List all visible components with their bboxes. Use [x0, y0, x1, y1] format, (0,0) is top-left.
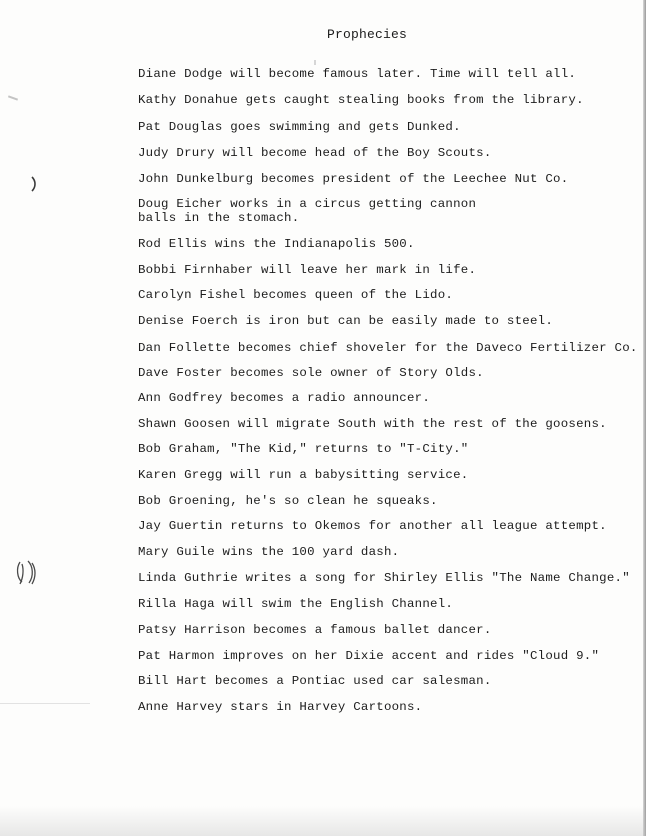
prophecy-line: Diane Dodge will become famous later. Time will tell all. [138, 67, 577, 81]
prophecy-line: Shawn Goosen will migrate South with the rest of the goosens. [138, 417, 607, 431]
prophecy-line: Carolyn Fishel becomes queen of the Lido. [138, 288, 454, 302]
scan-smudge [0, 703, 90, 704]
prophecy-line: Rod Ellis wins the Indianapolis 500. [138, 237, 415, 251]
prophecy-line: Mary Guile wins the 100 yard dash. [138, 545, 400, 559]
prophecy-line: Pat Douglas goes swimming and gets Dunked. [138, 120, 461, 134]
prophecy-line: John Dunkelburg becomes president of the Leechee Nut Co. [138, 172, 569, 186]
prophecy-line: Bob Graham, "The Kid," returns to "T-City." [138, 442, 469, 456]
prophecy-line: Bobbi Firnhaber will leave her mark in life. [138, 263, 477, 277]
prophecy-line: Linda Guthrie writes a song for Shirley Ellis "The Name Change." [138, 571, 630, 585]
bracket-mark [30, 176, 38, 192]
prophecy-line: Pat Harmon improves on her Dixie accent and rides "Cloud 9." [138, 649, 600, 663]
page-title: Prophecies [327, 27, 408, 42]
prophecy-line: Bill Hart becomes a Pontiac used car salesman. [138, 674, 492, 688]
prophecy-line: Ann Godfrey becomes a radio announcer. [138, 391, 431, 405]
stray-mark [8, 95, 18, 100]
prophecy-line: Bob Groening, he's so clean he squeaks. [138, 494, 438, 508]
stray-mark [314, 60, 316, 65]
prophecy-line: Doug Eicher works in a circus getting cannon balls in the stomach. [138, 197, 477, 225]
prophecy-line: Karen Gregg will run a babysitting service. [138, 468, 469, 482]
page-bottom-shadow [0, 806, 646, 836]
prophecy-line: Rilla Haga will swim the English Channel. [138, 597, 454, 611]
prophecy-line: Judy Drury will become head of the Boy Scouts. [138, 146, 492, 160]
scribble-mark [14, 558, 40, 588]
prophecy-line: Anne Harvey stars in Harvey Cartoons. [138, 700, 423, 714]
prophecy-line: Jay Guertin returns to Okemos for another all league attempt. [138, 519, 607, 533]
prophecy-line: Denise Foerch is iron but can be easily made to steel. [138, 314, 554, 328]
prophecy-line: Dave Foster becomes sole owner of Story Olds. [138, 366, 484, 380]
prophecy-line: Kathy Donahue gets caught stealing books from the library. [138, 93, 584, 107]
prophecy-line: Dan Follette becomes chief shoveler for the Daveco Fertilizer Co. [138, 341, 638, 355]
prophecy-line: Patsy Harrison becomes a famous ballet dancer. [138, 623, 492, 637]
